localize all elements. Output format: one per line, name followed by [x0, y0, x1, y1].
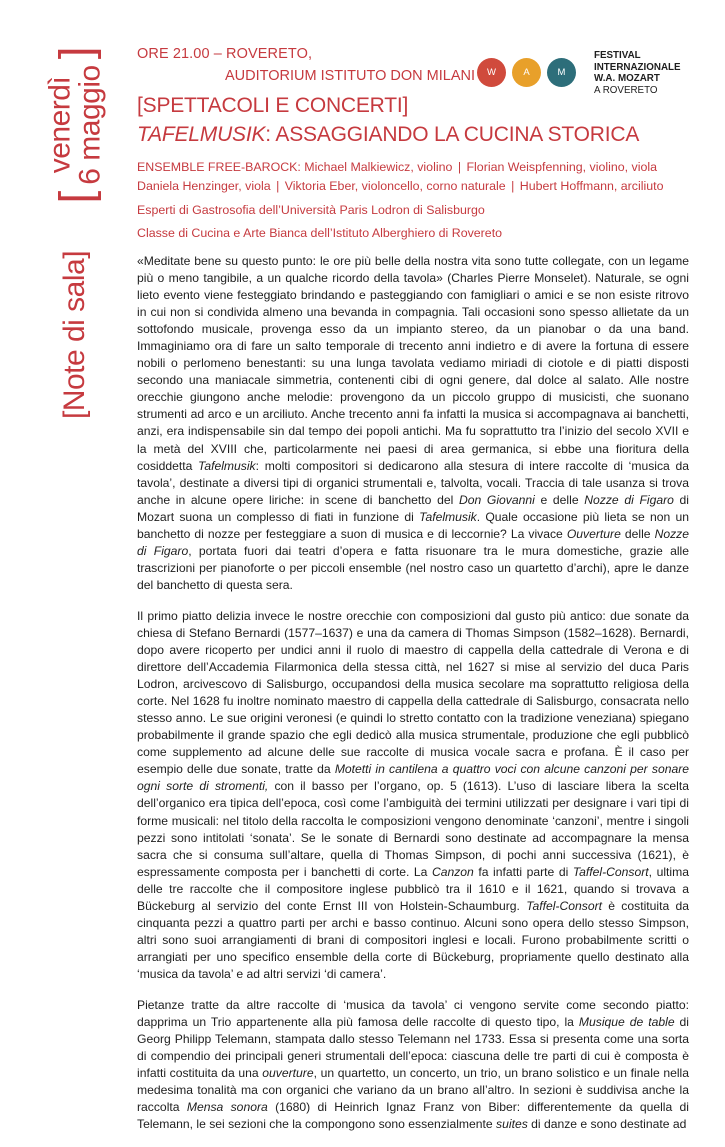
- ensemble-separator: |: [276, 179, 280, 193]
- italic-run: Nozze di Figaro: [584, 492, 674, 507]
- italic-run: Nozze di Figaro: [137, 526, 690, 558]
- ensemble-part: Viktoria Eber, violoncello, corno naturale: [284, 179, 506, 193]
- italic-run: suites: [496, 1117, 528, 1132]
- ensemble-separator: |: [511, 179, 515, 193]
- program-notes: [137, 253, 689, 1147]
- event-venue: AUDITORIUM ISTITUTO DON MILANI: [225, 68, 476, 84]
- event-day: venerdì: [43, 76, 77, 174]
- paragraph: «Meditate bene su questo punto: le ore più belle della nostra vita sono tutte collegate, con un legame più o meno tangibile, a un qualche ricordo della tavola» (Charles Pierre Monselet). Naturale, se ogni lieto evento viene festeggiato brindando e pasteggiando con famigliari o amici e se non esiste ritrovo in cui non si condivida almeno una bevanda in compagnia. Tali occasioni sono spesso allietate da un sottofondo musicale, provenga esso da un impianto stereo, da un pianobar o da una band. Immaginiamo ora di fare un salto temporale di trecento anni indietro e di avere la fortuna di essere nobili o perlomeno benestanti: su una lunga tavolata vediamo miriadi di ciotole e di piatti disposti secondo una maniacale simmetria, contenenti cibi di ogni genere, dal dolce al salato. Alle nostre orecchie giungono anche melodie: provengono da un piccolo gruppo di musicisti, che suonano strumenti ad arco e un arciliuto. Anche trecento anni fa infatti la musica si accompagnava ai banchetti, anzi, era indispensabile sin dal tempo dei popoli antichi. Ma fu soprattutto tra l’inizio del secolo XVII e la metà del XVIII che, particolarmente nei paesi di area germanica, si ebbe una fioritura della cosiddetta Tafelmusik: molti compositori si dedicarono alla stesura di intere raccolte di ‘musica da tavola’, destinate a diversi tipi di organici strumentali e, talvolta, vocali. Traccia di tale usanza si trova anche in alcune opere liriche: in scene di banchetto del Don Giovanni e delle Nozze di Figaro di Mozart suona un complesso di fiati in funzione di Tafelmusik. Quale occasione più lieta se non un banchetto di nozze per festeggiare a suon di musica e di leccornie? La vivace Ouverture delle Nozze di Figaro, portata fuori dai teatri d’opera e fatta risuonare tra le mura domestiche, grazie alle trascrizioni per pianoforte o per piccoli ensemble (nel nostro caso un quartetto d’archi), apre le danze del banchetto di questa sera.: [137, 254, 690, 592]
- italic-run: ouverture: [262, 1066, 314, 1081]
- school-credit: Classe di Cucina e Arte Bianca dell’Istituto Alberghiero di Rovereto: [137, 226, 503, 240]
- italic-run: Mensa sonora: [186, 1100, 268, 1115]
- festival-line3: W.A. MOZART: [594, 73, 660, 84]
- festival-line1: FESTIVAL: [594, 50, 641, 61]
- festival-line2: INTERNAZIONALE: [594, 61, 681, 73]
- event-date: 6 maggio: [73, 65, 107, 185]
- experts-credit: Esperti di Gastrosofia dell’Università Paris Lodron di Salisburgo: [137, 203, 485, 217]
- festival-name: [594, 50, 681, 96]
- event-time-place: ORE 21.00 – ROVERETO,: [137, 46, 313, 62]
- event-title-italic: TAFELMUSIK: [137, 123, 266, 146]
- italic-run: Motetti in cantilena a quattro voci con alcune canzoni per sonare ogni sorte di stromenti,: [137, 762, 689, 794]
- date-bracket-close: ]: [49, 46, 102, 60]
- ensemble-part: Florian Weispfenning, violino, viola: [466, 160, 658, 174]
- ensemble-separator: |: [457, 160, 462, 174]
- italic-run: Tafelmusik: [419, 509, 477, 524]
- paragraph: Pietanze tratte da altre raccolte di ‘musica da tavola’ ci vengono servite come secondo piatto: dapprima un Trio appartenente alla più famosa delle raccolte di questo tipo, la Musique de table di Georg Philipp Telemann, stampata dallo stesso Telemann nel 1733. Essa si presenta come una sorta di compendio dei principali generi strumentali dell’epoca: ciascuna delle tre parti di cui è composta è infatti costituita da una ouverture, un quartetto, un concerto, un trio, un brano solistico e un finale nella medesima tonalità ma con organici che variano da un brano all’altro. In sezioni è suddivisa anche la raccolta Mensa sonora (1680) di Heinrich Ignaz Franz von Biber: differentemente da quella di Telemann, le sei sezioni che la compongono sono essenzialmente suites di danze e sono destinate ad: [137, 997, 689, 1132]
- italic-run: Ouverture: [566, 526, 621, 541]
- event-date-label: [30, 40, 120, 210]
- date-bracket-open: [: [49, 190, 102, 204]
- festival-logo: [477, 58, 576, 87]
- notes-label: [30, 250, 120, 420]
- logo-circle-m: M: [547, 58, 576, 87]
- event-title-rest: : ASSAGGIANDO LA CUCINA STORICA: [265, 123, 640, 146]
- event-title: [137, 123, 697, 147]
- italic-run: Taffel-Consort: [572, 864, 649, 879]
- ensemble-part: ENSEMBLE FREE-BAROCK: Michael Malkiewicz, violino: [137, 160, 453, 174]
- ensemble-part: Daniela Henzinger, viola: [137, 179, 271, 193]
- italic-run: Tafelmusik: [198, 458, 256, 473]
- italic-run: Canzon: [431, 864, 474, 879]
- logo-circle-a: A: [512, 58, 541, 87]
- italic-run: Musique de table: [578, 1015, 675, 1030]
- notes-label-text: [Note di sala]: [58, 250, 91, 420]
- ensemble-part: Hubert Hoffmann, arciliuto: [519, 179, 664, 193]
- italic-run: Taffel-Consort: [526, 898, 602, 913]
- ensemble-credits: [137, 158, 697, 196]
- festival-line4: A ROVERETO: [594, 84, 658, 96]
- paragraph: Il primo piatto delizia invece le nostre orecchie con composizioni dal gusto più antico: due sonate da chiesa di Stefano Bernardi (1577–1637) e una da camera di Thomas Simpson (1582–1628). Bernardi, dopo avere ricoperto per undici anni il ruolo di maestro di cappella della cattedrale di Verona e di direttore dell’Accademia Filarmonica della stessa città, nel 1627 si mise al servizio del duca Paris Lodron, arcivescovo di Salisburgo, occupandosi della musica secolare ma soprattutto religiosa della corte. Nel 1628 fu inoltre nominato maestro di cappella della cattedrale di Salisburgo, consacrata nello stesso anno. Le sue origini veronesi (e quindi lo stretto contatto con la tradizione veneziana) spiegano probabilmente il grande spazio che egli dedicò alla musica strumentale, produzione che egli pubblicò come supplemento ad alcune delle sue raccolte di musica vocale sacra e profana. È il caso per esempio delle due sonate, tratte da Motetti in cantilena a quattro voci con alcune canzoni per sonare ogni sorte di stromenti, con il basso per l’organo, op. 5 (1613). L’uso di lasciare libera la scelta dell’organico era tipica dell’epoca, così come l’ambiguità dei termini utilizzati per designare i vari tipi di forme musicali: nel titolo della raccolta le composizioni vengono denominate ‘canzoni’, mentre i singoli pezzi sono intitolati ‘sonata’. Se le sonate di Bernardi sono destinate ad accompagnare la mensa sacra che si consuma sull’altare, quella di Thomas Simpson, di pochi anni successiva (1621), è espressamente composta per i banchetti di corte. La Canzon fa infatti parte di Taffel-Consort, ultima delle tre raccolte che il compositore inglese pubblicò tra il 1610 e il 1621, quando si trovava a Bückeburg al servizio del conte Ernst III von Holstein-Schaumburg. Taffel-Consort è costituita da cinquanta pezzi a quattro parti per archi e basso continuo. Alcuni sono opera dello stesso Simpson, altri sono suoi arrangiamenti di brani di compositori inglesi e locali. Furono probabilmente scritti o arrangiati per uno specifico ensemble della corte di Bückeburg, propriamente quello destinato alla ‘musica da tavola’ e ad altri servizi ‘di camera’.: [137, 608, 689, 981]
- italic-run: Don Giovanni: [458, 492, 535, 507]
- event-category: [SPETTACOLI E CONCERTI]: [137, 94, 409, 117]
- logo-circle-w: W: [477, 58, 506, 87]
